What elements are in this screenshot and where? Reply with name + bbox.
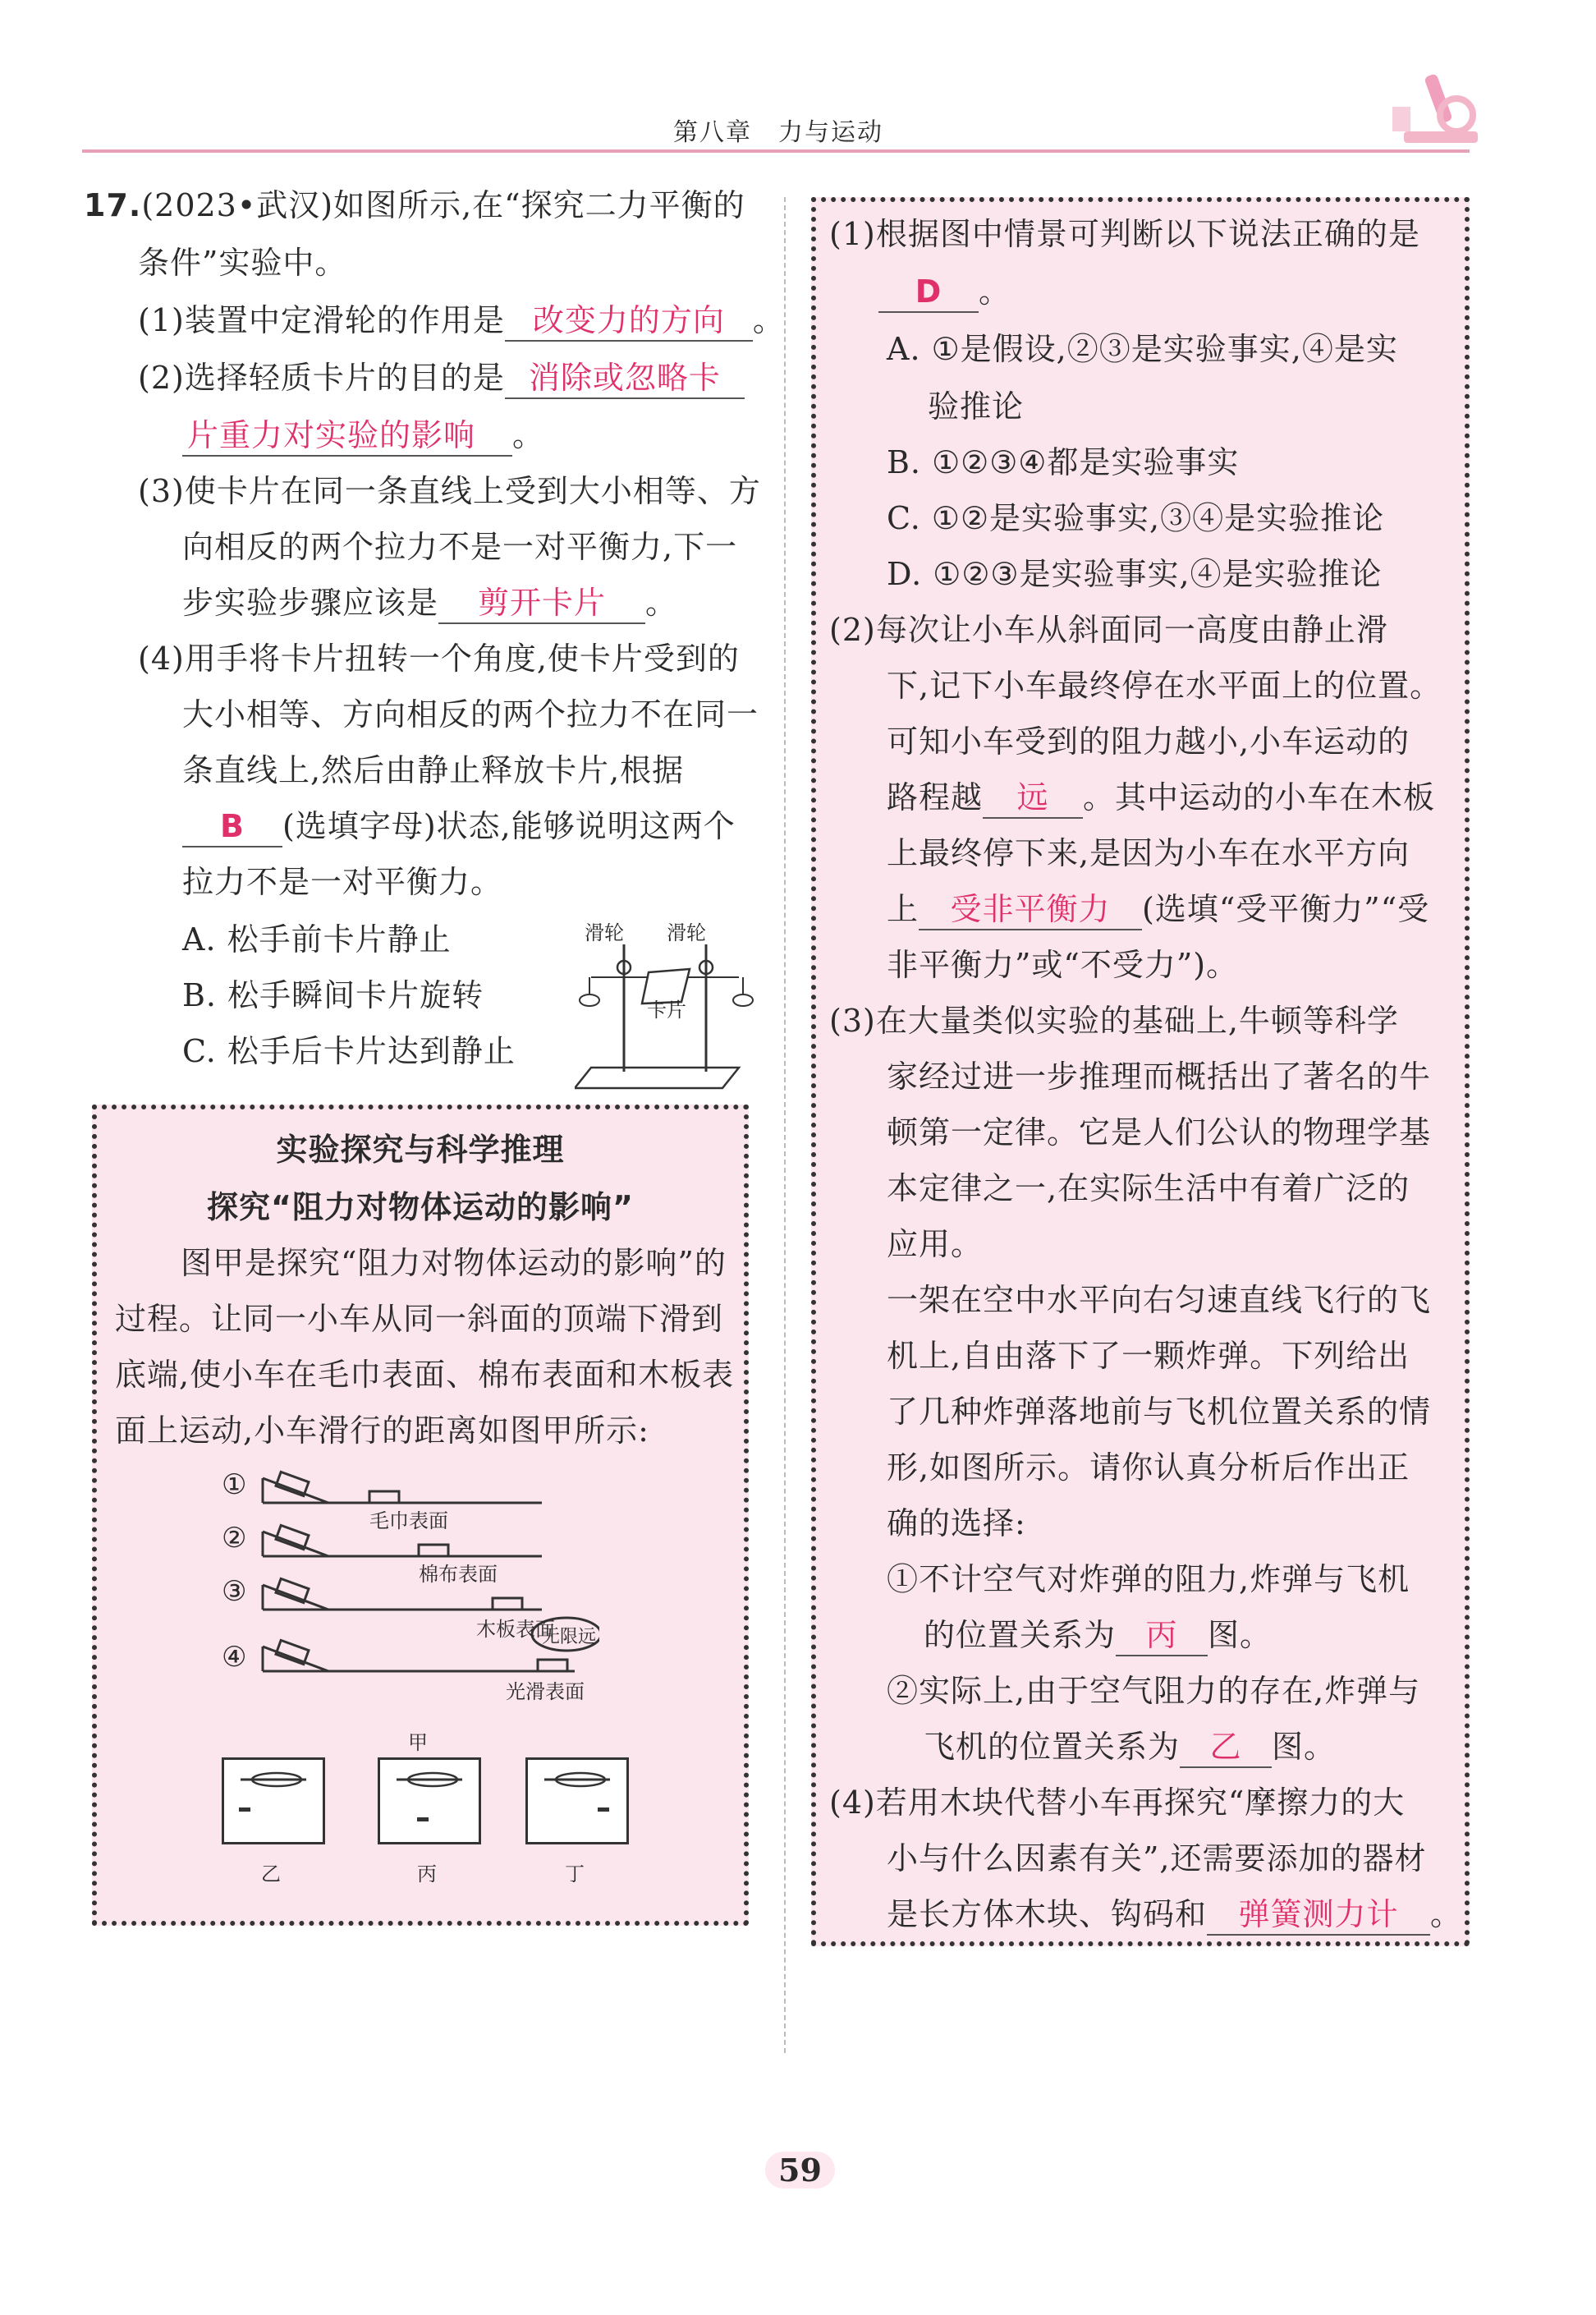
ramp-figure	[213, 1462, 599, 1733]
q1-option-a1: A. ①是假设,②③是实验事实,④是实	[887, 331, 1398, 367]
q3-line9: 形,如图所示。请你认真分析后作出正	[887, 1449, 1410, 1486]
q3-line10: 确的选择:	[887, 1505, 1026, 1541]
q1-answer-line: D 。	[878, 267, 1011, 316]
q3-sub1-line1: ①不计空气对炸弹的阻力,炸弹与飞机	[887, 1561, 1410, 1597]
header-rule	[82, 149, 1470, 153]
q17-option-c: C. 松手后卡片达到静止	[182, 1033, 516, 1069]
q3-line5: 应用。	[887, 1226, 984, 1262]
q2-line1: (2)每次让小车从斜面同一高度由静止滑	[829, 612, 1388, 648]
box-text-line1: 图甲是探究“阻力对物体运动的影响”的	[181, 1245, 727, 1281]
surface-label-cotton: 棉布表面	[419, 1563, 498, 1586]
figure-label-yi: 乙	[261, 1863, 281, 1886]
q3-line3: 顿第一定律。它是人们公认的物理学基	[887, 1114, 1432, 1151]
pulley-label-right: 滑轮	[667, 921, 706, 944]
figure-label-jia: 甲	[408, 1731, 428, 1754]
q17-part4-l2: 大小相等、方向相反的两个拉力不在同一	[182, 696, 759, 733]
q4-line2: 小与什么因素有关”,还需要添加的器材	[887, 1840, 1427, 1876]
card-label: 卡片	[647, 999, 686, 1022]
surface-label-smooth: 光滑表面	[506, 1680, 585, 1703]
answer-blank[interactable]: 乙	[1180, 1727, 1272, 1768]
q17-part3-l1: (3)使卡片在同一条直线上受到大小相等、方	[138, 473, 761, 509]
box-text-line3: 底端,使小车在毛巾表面、棉布表面和木板表	[115, 1357, 735, 1393]
plane-figure-bing	[378, 1757, 481, 1844]
q2-line4: 路程越 远 。其中运动的小车在木板	[887, 773, 1435, 822]
page-number: 59	[765, 2152, 835, 2189]
pulley-label-left: 滑轮	[585, 921, 624, 944]
q17-option-b: B. 松手瞬间卡片旋转	[182, 977, 484, 1013]
q17-part4-l5: 拉力不是一对平衡力。	[182, 864, 503, 900]
q2-line7: 非平衡力”或“不受力”)。	[887, 947, 1239, 983]
q3-line7: 机上,自由落下了一颗炸弹。下列给出	[887, 1338, 1410, 1374]
ramp-num-4: ④	[222, 1641, 247, 1674]
surface-label-wood: 木板表面	[476, 1618, 555, 1641]
answer-blank[interactable]: 受非平衡力	[919, 889, 1142, 930]
q1-option-b: B. ①②③④都是实验事实	[887, 444, 1240, 480]
answer-blank[interactable]: 远	[983, 778, 1083, 819]
surface-label-towel: 毛巾表面	[369, 1509, 448, 1532]
answer-blank[interactable]: 剪开卡片	[438, 583, 645, 624]
q2-line6: 上 受非平衡力 (选填“受平衡力”“受	[887, 884, 1429, 934]
q3-line4: 本定律之一,在实际生活中有着广泛的	[887, 1170, 1410, 1206]
q3-line2: 家经过进一步推理而概括出了著名的牛	[887, 1059, 1432, 1095]
box-text-line2: 过程。让同一小车从同一斜面的顶端下滑到	[115, 1301, 724, 1337]
ramp-num-1: ①	[222, 1468, 247, 1501]
q17-part3-l2: 向相反的两个拉力不是一对平衡力,下一	[182, 529, 738, 565]
q4-line1: (4)若用木块代替小车再探究“摩擦力的大	[829, 1784, 1406, 1821]
ramp-num-3: ③	[222, 1575, 247, 1608]
chapter-title: 第八章 力与运动	[673, 118, 883, 147]
q17-part4-l4: B (选填字母)状态,能够说明这两个	[182, 802, 736, 851]
q17-option-a: A. 松手前卡片静止	[182, 921, 452, 958]
box-subtitle: 探究“阻力对物体运动的影响”	[207, 1189, 634, 1225]
answer-blank[interactable]: 丙	[1116, 1615, 1208, 1656]
microscope-logo-icon	[1387, 57, 1486, 156]
q17-part2-cont: 片重力对实验的影响 。	[182, 411, 544, 460]
box-title: 实验探究与科学推理	[276, 1132, 565, 1168]
figure-label-ding: 丁	[565, 1863, 585, 1886]
q4-line3: 是长方体木块、钩码和 弹簧测力计 。	[887, 1890, 1462, 1939]
plane-figure-yi	[222, 1757, 325, 1844]
box-text-line4: 面上运动,小车滑行的距离如图甲所示:	[115, 1412, 649, 1449]
answer-blank[interactable]: 消除或忽略卡	[505, 358, 745, 399]
q17-part2: (2)选择轻质卡片的目的是 消除或忽略卡	[138, 353, 745, 402]
q2-line5: 上最终停下来,是因为小车在水平方向	[887, 835, 1410, 871]
q1-option-a2: 验推论	[928, 388, 1025, 425]
infinity-bubble: 无限远	[542, 1627, 597, 1647]
answer-blank[interactable]: 片重力对实验的影响	[182, 416, 512, 457]
question-number: 17.	[84, 187, 142, 223]
q1-option-c: C. ①②是实验事实,③④是实验推论	[887, 500, 1385, 536]
q17-part4-l1: (4)用手将卡片扭转一个角度,使卡片受到的	[138, 641, 740, 677]
q17-part4-l3: 条直线上,然后由静止释放卡片,根据	[182, 752, 685, 788]
q3-line1: (3)在大量类似实验的基础上,牛顿等科学	[829, 1003, 1399, 1039]
pulley-apparatus-figure	[575, 912, 755, 1100]
q17-part3-l3: 步实验步骤应该是 剪开卡片 。	[182, 578, 677, 627]
figure-label-bing: 丙	[417, 1863, 437, 1886]
answer-blank[interactable]: 改变力的方向	[505, 301, 753, 342]
q3-line8: 了几种炸弹落地前与飞机位置关系的情	[887, 1394, 1432, 1430]
answer-blank[interactable]: D	[878, 272, 979, 313]
answer-blank[interactable]: 弹簧测力计	[1207, 1895, 1430, 1936]
ramp-num-2: ②	[222, 1522, 247, 1555]
q3-sub2-line2: 飞机的位置关系为 乙 图。	[924, 1722, 1336, 1771]
answer-blank[interactable]: B	[182, 806, 282, 847]
q3-sub2-line1: ②实际上,由于空气阻力的存在,炸弹与	[887, 1673, 1421, 1709]
q17-part1: (1)装置中定滑轮的作用是 改变力的方向 。	[138, 296, 785, 345]
plane-figure-ding	[525, 1757, 629, 1844]
column-divider	[784, 197, 786, 2053]
q3-sub1-line2: 的位置关系为 丙 图。	[924, 1610, 1272, 1660]
q2-line3: 可知小车受到的阻力越小,小车运动的	[887, 723, 1410, 760]
q17-line2: 条件”实验中。	[138, 245, 347, 281]
q2-line2: 下,记下小车最终停在水平面上的位置。	[887, 668, 1442, 704]
q17-line1: 17.(2023•武汉)如图所示,在“探究二力平衡的	[84, 187, 745, 223]
q1-line1: (1)根据图中情景可判断以下说法正确的是	[829, 216, 1420, 252]
q3-line6: 一架在空中水平向右匀速直线飞行的飞	[887, 1282, 1432, 1318]
q1-option-d: D. ①②③是实验事实,④是实验推论	[887, 556, 1383, 592]
